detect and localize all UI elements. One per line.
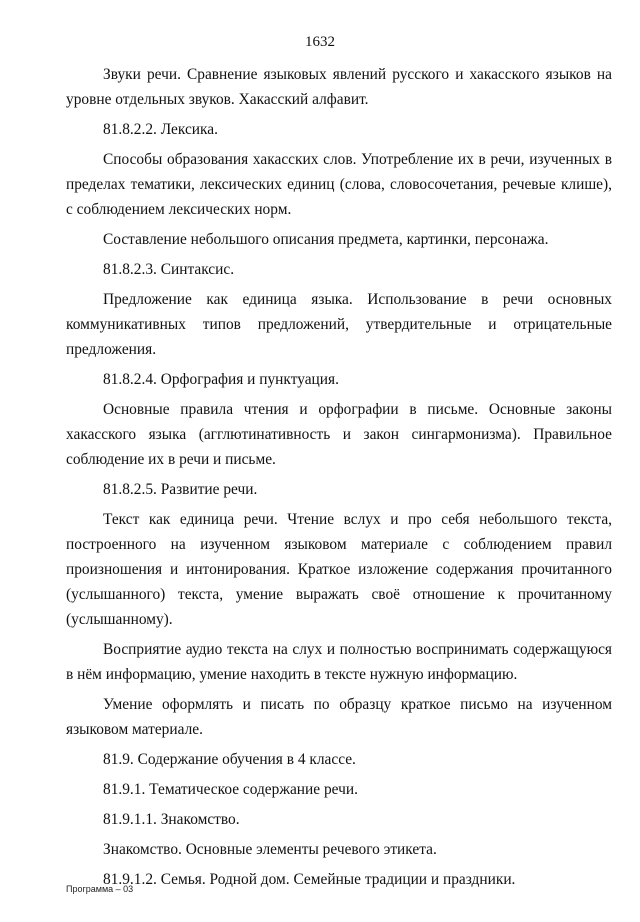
paragraph-text-unit: Текст как единица речи. Чтение вслух и про себя небольшого текста, построенного на изученном языковом материале с соблюдением правил произношения и интонирования. Краткое изложение содержания прочитанного (услышанного) текста, умение выражать своё отношение к прочитанному (услышанному). [66,511,612,628]
paragraph-description: Составление небольшого описания предмета, картинки, персонажа. [103,231,549,248]
document-body [66,62,612,897]
paragraph-letter: Умение оформлять и писать по образцу краткое письмо на изученном языковом материале. [66,696,612,738]
paragraph-word-formation: Способы образования хакасских слов. Употребление их в речи, изученных в пределах тематики, лексических единиц (слова, словосочетания, речевые клише), с соблюдением лексических норм. [66,151,612,218]
heading-syntax: 81.8.2.3. Синтаксис. [103,261,235,278]
page-number: 1632 [305,34,335,50]
paragraph-audio: Восприятие аудио текста на слух и полностью воспринимать содержащуюся в нём информацию, умение находить в тексте нужную информацию. [66,641,612,683]
heading-lexicon: 81.8.2.2. Лексика. [103,121,218,138]
paragraph-etiquette: Знакомство. Основные элементы речевого этикета. [103,841,437,858]
heading-thematic-content: 81.9.1. Тематическое содержание речи. [103,781,358,798]
paragraph-sounds: Звуки речи. Сравнение языковых явлений русского и хакасского языков на уровне отдельных звуков. Хакасский алфавит. [66,66,612,108]
heading-orthography: 81.8.2.4. Орфография и пунктуация. [103,371,339,388]
heading-speech-development: 81.8.2.5. Развитие речи. [103,481,258,498]
heading-acquaintance: 81.9.1.1. Знакомство. [103,811,240,828]
paragraph-sentence: Предложение как единица языка. Использование в речи основных коммуникативных типов предложений, утвердительные и отрицательные предложения. [66,291,612,358]
heading-grade-4: 81.9. Содержание обучения в 4 классе. [103,751,356,768]
footer-label: Программа – 03 [66,884,134,894]
paragraph-rules: Основные правила чтения и орфографии в письме. Основные законы хакасского языка (агглютинативность и закон сингармонизма). Правильное соблюдение их в речи и письме. [66,401,612,468]
heading-family: 81.9.1.2. Семья. Родной дом. Семейные традиции и праздники. [103,871,516,888]
